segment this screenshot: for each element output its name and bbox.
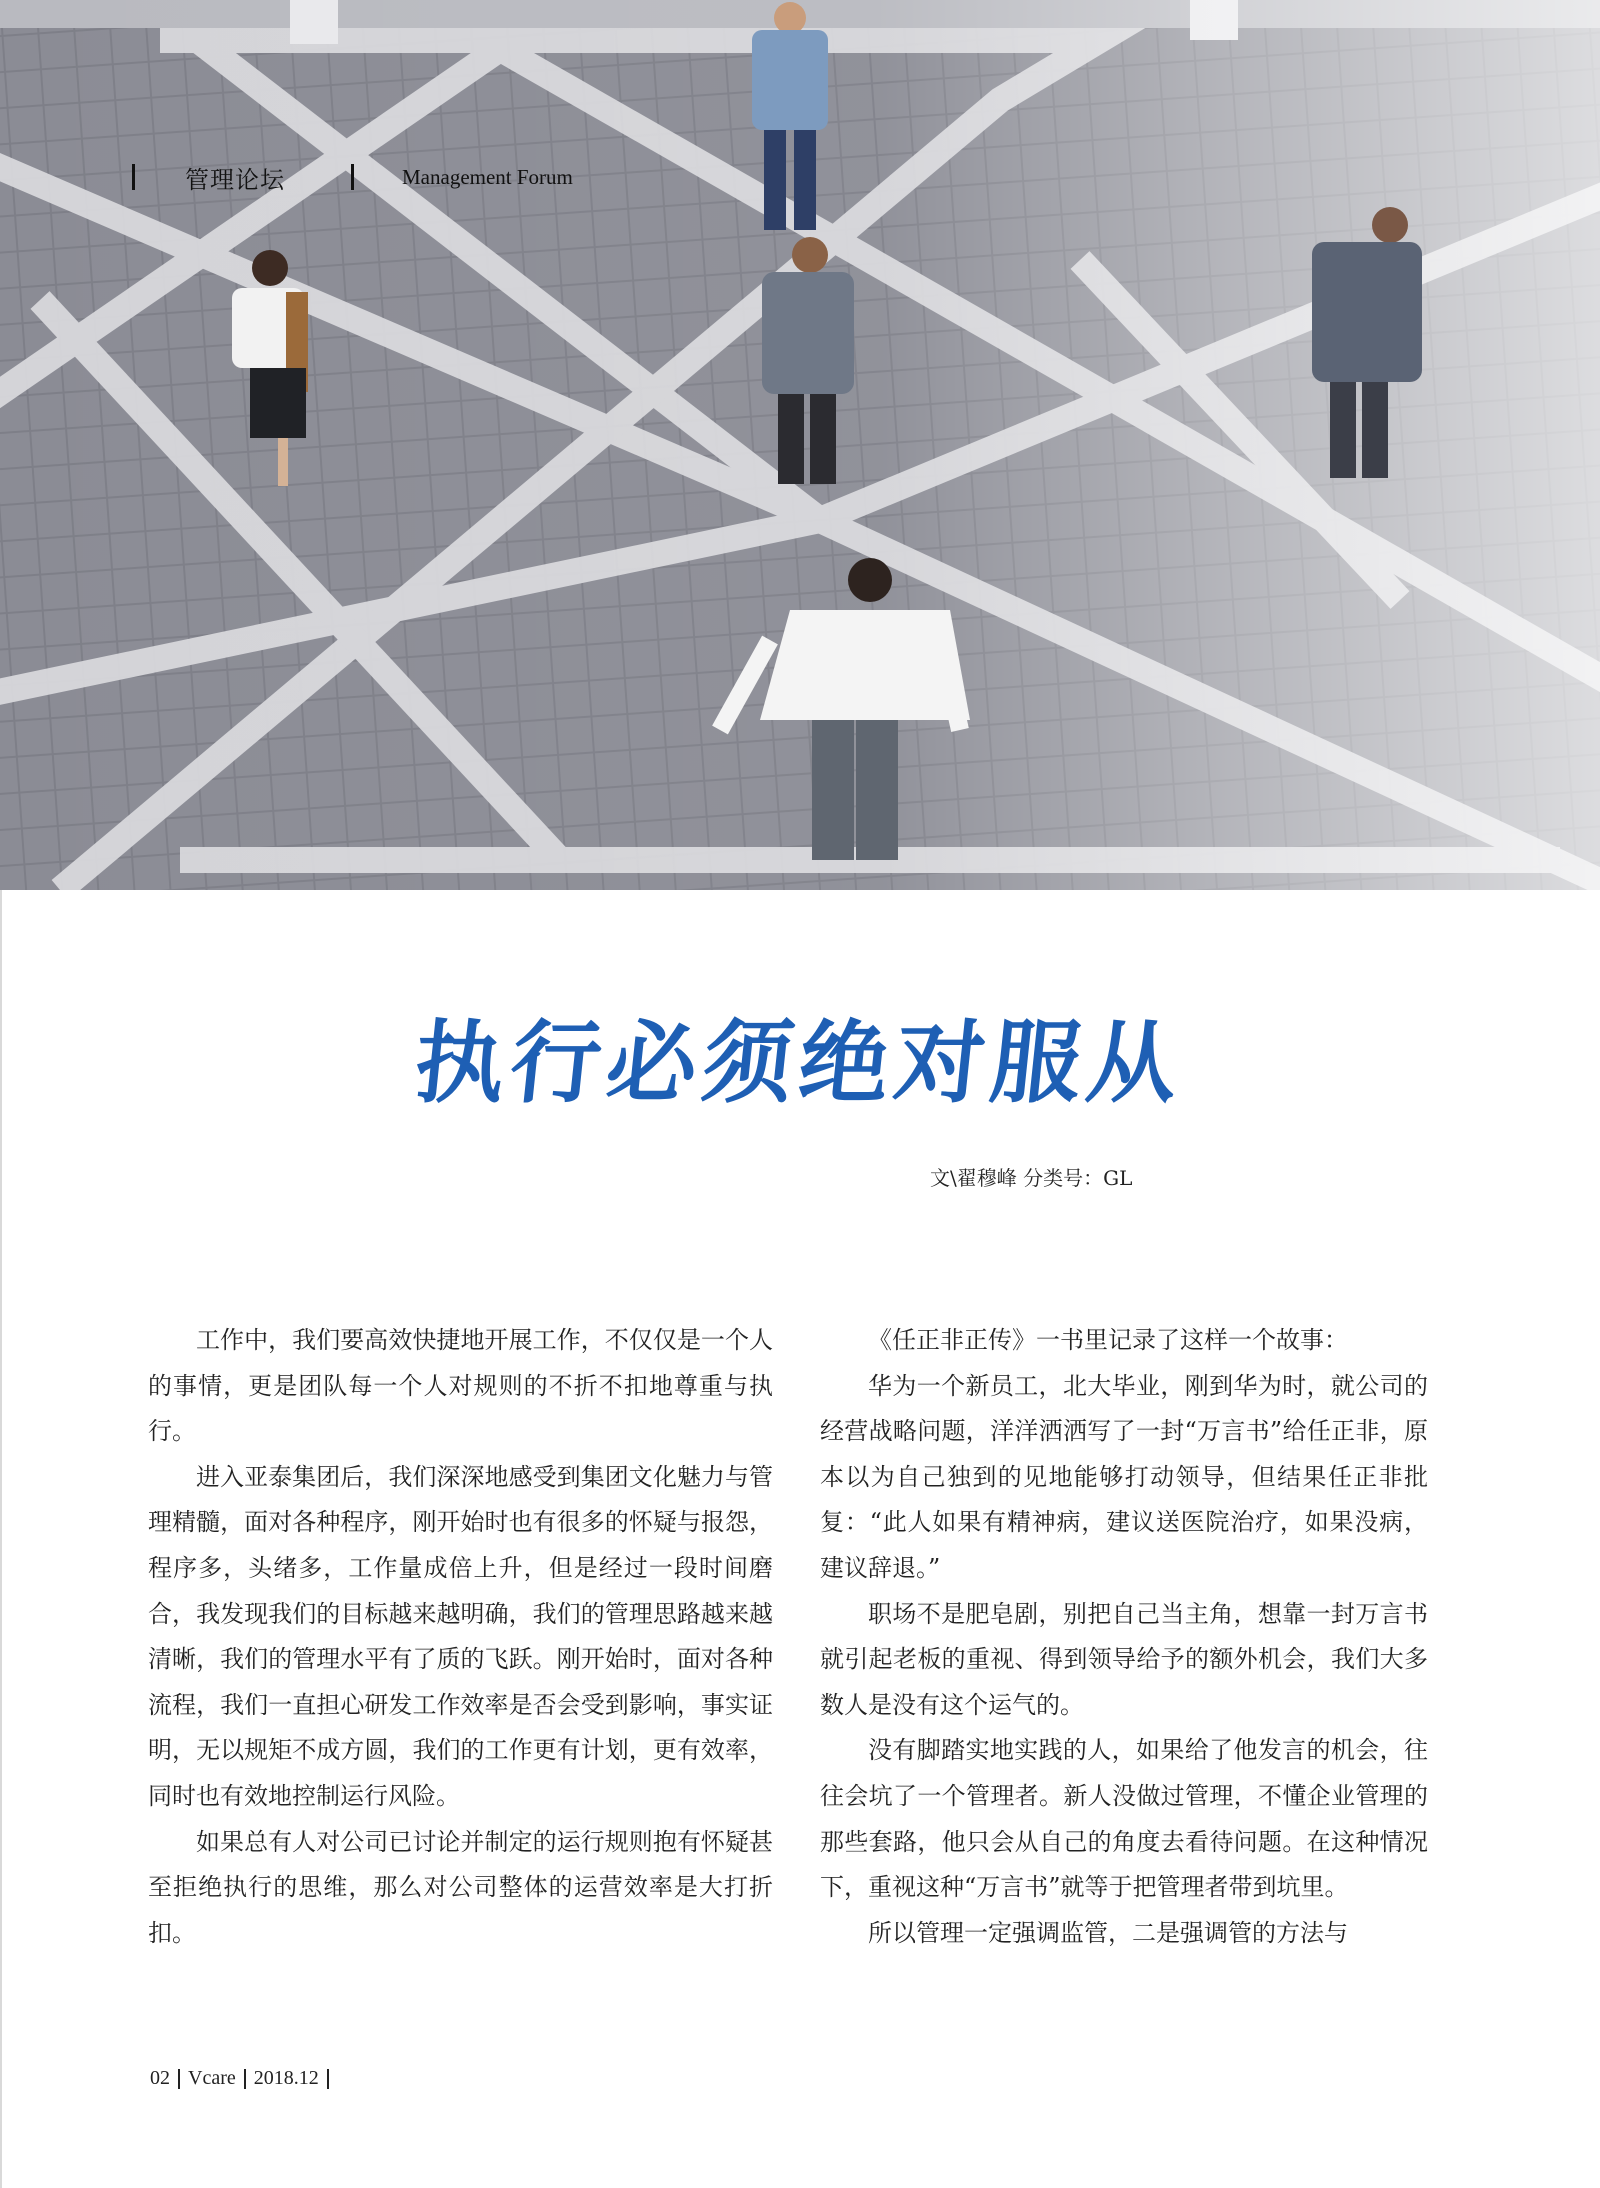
- article-title: 执行必须绝对服从: [409, 1011, 1189, 1116]
- article-column-left: [148, 1318, 773, 1956]
- paragraph: 工作中，我们要高效快捷地开展工作，不仅仅是一个人的事情，更是团队每一个人对规则的不折不扣地尊重与执行。: [148, 1326, 773, 1446]
- footer-separator: [327, 2069, 329, 2089]
- footer-separator: [178, 2069, 180, 2089]
- hero-photo-illustration: [0, 0, 1600, 890]
- section-name-cn: 管理论坛: [185, 165, 285, 194]
- paragraph: 《任正非正传》一书里记录了这样一个故事：: [868, 1326, 1348, 1354]
- issue-date: 2018.12: [253, 2067, 319, 2089]
- article-byline: 文\翟穆峰 分类号：GL: [930, 1166, 1133, 1190]
- paragraph: 所以管理一定强调监管，二是强调管的方法与: [868, 1918, 1348, 1947]
- hero-photo: [0, 0, 1600, 890]
- paragraph: 没有脚踏实地实践的人，如果给了他发言的机会，往往会坑了一个管理者。新人没做过管理，不懂企业管理的那些套路，他只会从自己的角度去看待问题。在这种情况下，重视这种“万言书”就等于把管理者带到坑里。: [820, 1736, 1428, 1902]
- paragraph: 进入亚泰集团后，我们深深地感受到集团文化魅力与管理精髓，面对各种程序，刚开始时也有很多的怀疑与报怨，程序多，头绪多，工作量成倍上升，但是经过一段时间磨合，我发现我们的目标越来越明确，我们的管理思路越来越清晰，我们的管理水平有了质的飞跃。刚开始时，面对各种流程，我们一直担心研发工作效率是否会受到影响，事实证明，无以规矩不成方圆，我们的工作更有计划，更有效率，同时也有效地控制运行风险。: [148, 1462, 773, 1810]
- footer-separator: [244, 2069, 246, 2089]
- magazine-name: Vcare: [188, 2067, 236, 2089]
- page-number: 02: [150, 2067, 170, 2089]
- section-name-en: Management Forum: [402, 164, 573, 189]
- page-footer: [150, 2067, 337, 2090]
- tag-divider-bar: [132, 164, 135, 190]
- paragraph: 华为一个新员工，北大毕业，刚到华为时，就公司的经营战略问题，洋洋洒洒写了一封“万言书”给任正非，原本以为自己独到的见地能够打动领导，但结果任正非批复：“此人如果有精神病，建议送医院治疗，如果没病，建议辞退。”: [820, 1371, 1428, 1582]
- paragraph: 职场不是肥皂剧，别把自己当主角，想靠一封万言书就引起老板的重视、得到领导给予的额外机会，我们大多数人是没有这个运气的。: [820, 1599, 1428, 1719]
- tag-divider-bar: [351, 164, 354, 190]
- article-column-right: [820, 1318, 1428, 1956]
- paragraph: 如果总有人对公司已讨论并制定的运行规则抱有怀疑甚至拒绝执行的思维，那么对公司整体的运营效率是大打折扣。: [148, 1827, 773, 1947]
- section-tag: [132, 160, 573, 194]
